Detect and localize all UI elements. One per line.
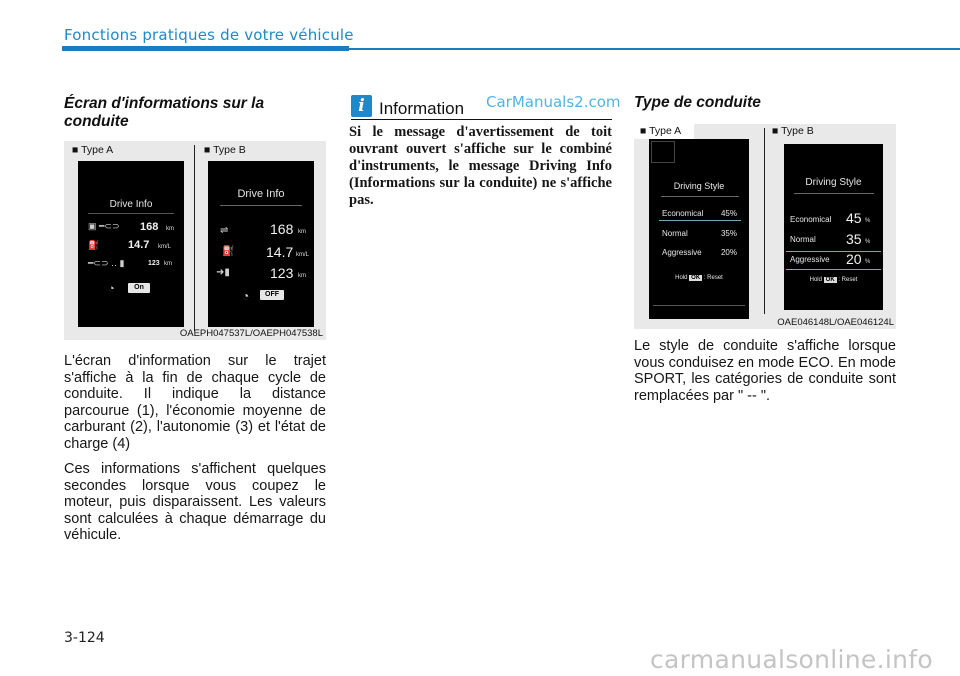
screen-b-row-economical-value: 45	[846, 210, 862, 226]
screen-a-row-2-value: 14.7	[128, 239, 150, 251]
screen-a-row-1-unit: km	[166, 226, 174, 232]
screen-b-row-normal-label: Normal	[790, 235, 816, 244]
screen-b-row-3-value: 123	[270, 265, 294, 281]
screen-a-title: Drive Info	[109, 199, 153, 210]
screen-b-title: Drive Info	[237, 188, 285, 200]
toggle-off-badge: OFF	[260, 290, 284, 300]
fuel-pump-icon: ⛽	[222, 246, 235, 257]
battery-charge-icon: ━⊂⊃ ‥ ▮	[88, 258, 125, 268]
screen-b-row-economical-label: Economical	[790, 215, 832, 224]
driving-style-figure	[634, 124, 896, 329]
drive-info-screen-a	[78, 161, 184, 327]
clock-refresh-icon: ◔	[108, 283, 115, 295]
figure-divider	[764, 128, 765, 314]
screen-b-row-3-unit: km	[298, 273, 306, 279]
header-rule-thin	[349, 48, 960, 50]
clock-refresh-icon: ◔	[242, 289, 250, 303]
drive-info-heading: Écran d'informations sur la conduite	[64, 95, 265, 130]
type-a-label: ■ Type A	[640, 125, 682, 137]
screen-b-row-aggressive-unit: %	[865, 259, 871, 265]
screen-b-row-normal-value: 35	[846, 231, 862, 247]
screen-b-row-aggressive-label: Aggressive	[790, 255, 830, 264]
screen-b-row-1-value: 168	[270, 221, 294, 237]
figure-code-driving-style: OAE046148L/OAE046124L	[777, 317, 894, 328]
toggle-on-badge: On	[128, 283, 150, 293]
type-b-label: ■ Type B	[772, 125, 814, 137]
screen-a-row-normal-label: Normal	[662, 229, 688, 238]
screen-a-title: Driving Style	[673, 181, 725, 191]
screen-a-row-3-unit: km	[164, 261, 172, 267]
driving-style-screen-a	[649, 139, 749, 319]
drive-info-paragraph-2: Ces informations s'affichent quelques secondes lorsque vous coupez le moteur, puis disparaissent. Les valeurs sont calculées à chaque démarrage du véhicule.	[64, 461, 326, 543]
screen-b-title: Driving Style	[805, 177, 862, 188]
information-rule	[351, 119, 612, 120]
drive-info-paragraph-1: L'écran d'information sur le trajet s'affiche à la fin de chaque cycle de conduite. Il indique la distance parcourue (1), l'économie moyenne de carburant (2), l'autonomie (3) et l'état de charge (4)	[64, 353, 326, 452]
screen-a-hold-reset: Hold OK : Reset	[675, 275, 723, 281]
screen-b-row-2-value: 14.7	[266, 244, 294, 260]
car-range-icon: ⇌	[220, 225, 229, 236]
figure-divider	[194, 145, 195, 331]
screen-a-row-economical-label: Economical	[662, 209, 704, 218]
screen-a-row-aggressive-value: 20%	[720, 248, 737, 257]
type-b-label: ■ Type B	[204, 144, 246, 156]
screen-b-row-1-unit: km	[298, 229, 306, 235]
screen-b-row-normal-unit: %	[865, 239, 871, 245]
fuel-pump-icon: ⛽	[88, 240, 100, 250]
screen-b-row-economical-unit: %	[865, 218, 871, 224]
header-rule-thick	[62, 46, 349, 51]
ok-button-graphic: OK	[691, 275, 701, 281]
page-number: 3-124	[64, 630, 105, 646]
screen-a-row-normal-value: 35%	[720, 229, 737, 238]
car-range-icon: ▣ ━⊂⊃	[88, 221, 120, 231]
screen-a-row-3-value: 123	[148, 260, 160, 267]
drive-info-screen-b	[208, 161, 314, 327]
screen-a-row-2-unit: km/L	[158, 244, 172, 250]
drive-info-figure	[64, 141, 326, 340]
screen-a-row-economical-value: 45%	[720, 209, 737, 218]
screen-b-hold-reset: Hold OK : Reset	[809, 277, 858, 283]
section-title: Fonctions pratiques de votre véhicule	[64, 26, 354, 44]
information-text: Si le message d'avertissement de toit ouvrant ouvert s'affiche sur le combiné d'instruments, le message Driving Info (Informations sur la conduite) ne s'affiche pas.	[349, 124, 612, 208]
type-a-label: ■ Type A	[72, 144, 114, 156]
site-watermark: carmanualsonline.info	[650, 645, 933, 674]
figure-code-drive-info: OAEPH047537L/OAEPH047538L	[179, 328, 323, 339]
screen-b-row-2-unit: km/L	[296, 252, 310, 258]
driving-style-screen-b	[784, 144, 883, 310]
driving-style-heading: Type de conduite	[634, 94, 761, 111]
screen-b-row-aggressive-value: 20	[846, 251, 862, 267]
carmanuals-watermark: CarManuals2.com	[486, 93, 621, 111]
driving-style-paragraph: Le style de conduite s'affiche lorsque vous conduisez en mode ECO. En mode SPORT, les catégories de conduite sont remplacées par " -- ".	[634, 338, 896, 404]
battery-charge-icon: ➜▮	[216, 267, 230, 278]
info-icon: i	[351, 95, 372, 117]
screen-a-row-aggressive-label: Aggressive	[662, 248, 702, 257]
ok-button-graphic: OK	[825, 277, 835, 283]
information-title: Information	[379, 99, 465, 118]
screen-a-row-1-value: 168	[140, 221, 159, 233]
